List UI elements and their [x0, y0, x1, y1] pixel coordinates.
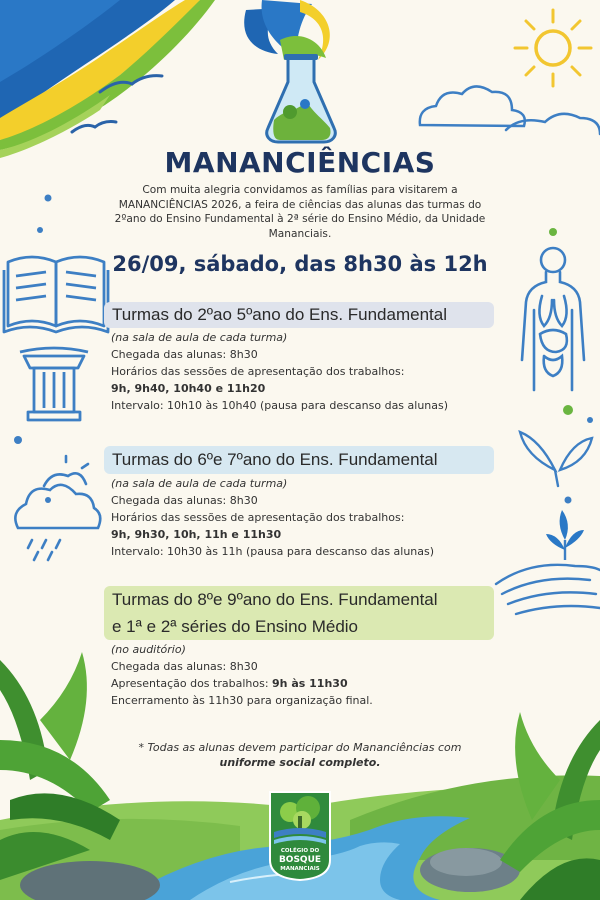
section-3-details — [111, 641, 491, 709]
section-3-heading — [104, 586, 494, 640]
section-2-details — [111, 475, 491, 560]
sprout-icon — [546, 510, 584, 560]
flask-icon — [244, 0, 335, 142]
section-3-arrival: Chegada das alunas: 8h30 — [111, 660, 258, 673]
section-2-heading: Turmas do 6ºe 7ºano do Ens. Fundamental — [104, 446, 494, 474]
section-2-sessions-times: 9h, 9h30, 10h, 11h e 11h30 — [111, 528, 282, 541]
section-2-arrival: Chegada das alunas: 8h30 — [111, 494, 258, 507]
section-3-heading-line2: e 1ª e 2ª séries do Ensino Médio — [112, 617, 359, 636]
page-title: MANANCIÊNCIAS — [164, 146, 436, 179]
uniform-note-prefix: * Todas as alunas devem participar do Mananciências com — [138, 741, 462, 754]
section-1-sessions-times: 9h, 9h40, 10h40 e 11h20 — [111, 382, 266, 395]
section-3-closing: Encerramento às 11h30 para organização final. — [111, 694, 373, 707]
logo-line1: COLÉGIO DO — [280, 848, 320, 854]
section-3-location: (no auditório) — [111, 643, 186, 656]
sun-icon — [515, 10, 591, 86]
landscape-icon — [496, 565, 600, 614]
uniform-note-bold: uniforme social completo. — [219, 756, 381, 769]
school-logo — [268, 790, 332, 882]
section-3-presentation-label: Apresentação dos trabalhos: — [111, 677, 273, 690]
section-1-location: (na sala de aula de cada turma) — [111, 331, 288, 344]
leaf-icon — [520, 432, 592, 486]
section-2-location: (na sala de aula de cada turma) — [111, 477, 288, 490]
section-1-sessions-label: Horários das sessões de apresentação dos trabalhos: — [111, 365, 405, 378]
intro-text: Com muita alegria convidamos as famílias para visitarem a MANANCIÊNCIAS 2026, a feira de ciências das alunas das turmas do 2ºano do Ensino Fundamental à 2ª série do Ensino Médio, da Unidade Mananciais. — [114, 184, 486, 240]
section-1-arrival: Chegada das alunas: 8h30 — [111, 348, 258, 361]
section-1-heading: Turmas do 2ºao 5ºano do Ens. Fundamental — [104, 302, 494, 328]
rain-cloud-icon — [15, 456, 100, 560]
logo-line3: MANANCIAIS — [280, 866, 320, 872]
flag-waves — [0, 0, 215, 158]
logo-line2: BOSQUE — [278, 855, 322, 865]
cloud-icon — [420, 86, 600, 134]
section-2-sessions-label: Horários das sessões de apresentação dos trabalhos: — [111, 511, 405, 524]
section-2-break: Intervalo: 10h30 às 11h (pausa para descanso das alunas) — [111, 545, 435, 558]
section-1-details — [111, 329, 491, 414]
event-date: 26/09, sábado, das 8h30 às 12h — [112, 252, 488, 276]
column-icon — [20, 348, 88, 420]
uniform-note — [130, 740, 470, 770]
section-3-presentation-time: 9h às 11h30 — [272, 677, 348, 690]
section-1-break: Intervalo: 10h10 às 10h40 (pausa para descanso das alunas) — [111, 399, 449, 412]
section-3-heading-line1: Turmas do 8ºe 9ºano do Ens. Fundamental — [112, 590, 438, 609]
section-3-presentation — [111, 675, 491, 692]
